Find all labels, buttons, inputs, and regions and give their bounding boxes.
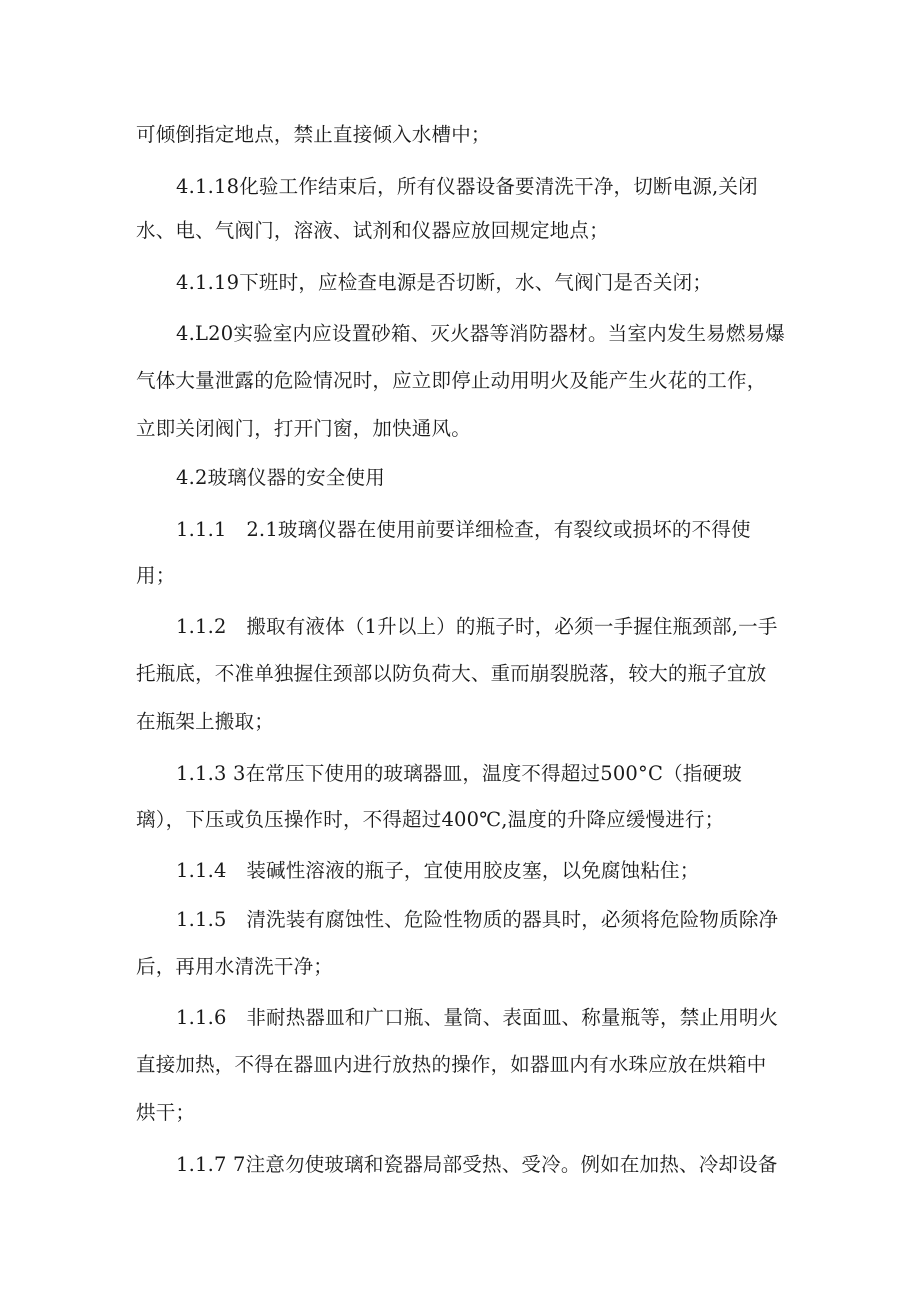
text-line: 在瓶架上搬取； [136, 710, 274, 733]
text-line: 1.1.2 搬取有液体（1升以上）的瓶子时，必须一手握住瓶颈部,一手 [176, 615, 778, 638]
section-heading: 4.2玻璃仪器的安全使用 [176, 466, 385, 489]
text-line: 气体大量泄露的危险情况时，应立即停止动用明火及能产生火花的工作， [136, 369, 767, 392]
text-line: 4.1.18化验工作结束后，所有仪器设备要清洗干净，切断电源,关闭 [176, 175, 758, 198]
text-line: 烘干； [136, 1101, 196, 1124]
text-line: 直接加热，不得在器皿内进行放热的操作，如器皿内有水珠应放在烘箱中 [136, 1053, 767, 1076]
text-line: 4.L20实验室内应设置砂箱、灭火器等消防器材。当室内发生易燃易爆 [176, 322, 785, 345]
text-line: 用； [136, 564, 176, 587]
text-line: 托瓶底，不准单独握住颈部以防负荷大、重而崩裂脱落，较大的瓶子宜放 [136, 662, 767, 685]
text-line: 可倾倒指定地点，禁止直接倾入水槽中； [136, 123, 491, 146]
text-line: 1.1.1 2.1玻璃仪器在使用前要详细检查，有裂纹或损坏的不得使 [176, 518, 751, 541]
text-line: 1.1.5 清洗装有腐蚀性、危险性物质的器具时，必须将危险物质除净 [176, 908, 779, 931]
text-line: 立即关闭阀门，打开门窗，加快通风。 [136, 417, 471, 440]
text-line: 璃），下压或负压操作时，不得超过400℃,温度的升降应缓慢进行； [136, 808, 725, 831]
text-line: 1.1.7 7注意勿使玻璃和瓷器局部受热、受冷。例如在加热、冷却设备 [176, 1153, 778, 1176]
text-line: 1.1.3 3在常压下使用的玻璃器皿，温度不得超过500°C（指硬玻 [176, 762, 742, 785]
text-line: 水、电、气阀门，溶液、试剂和仪器应放回规定地点； [136, 219, 609, 242]
text-line: 后，再用水清洗干净； [136, 955, 334, 978]
text-line: 4.1.19下班时，应检查电源是否切断，水、气阀门是否关闭； [176, 271, 713, 294]
text-line: 1.1.4 装碱性溶液的瓶子，宜使用胶皮塞，以免腐蚀粘住； [176, 859, 700, 882]
text-line: 1.1.6 非耐热器皿和广口瓶、量筒、表面皿、称量瓶等，禁止用明火 [176, 1006, 779, 1029]
